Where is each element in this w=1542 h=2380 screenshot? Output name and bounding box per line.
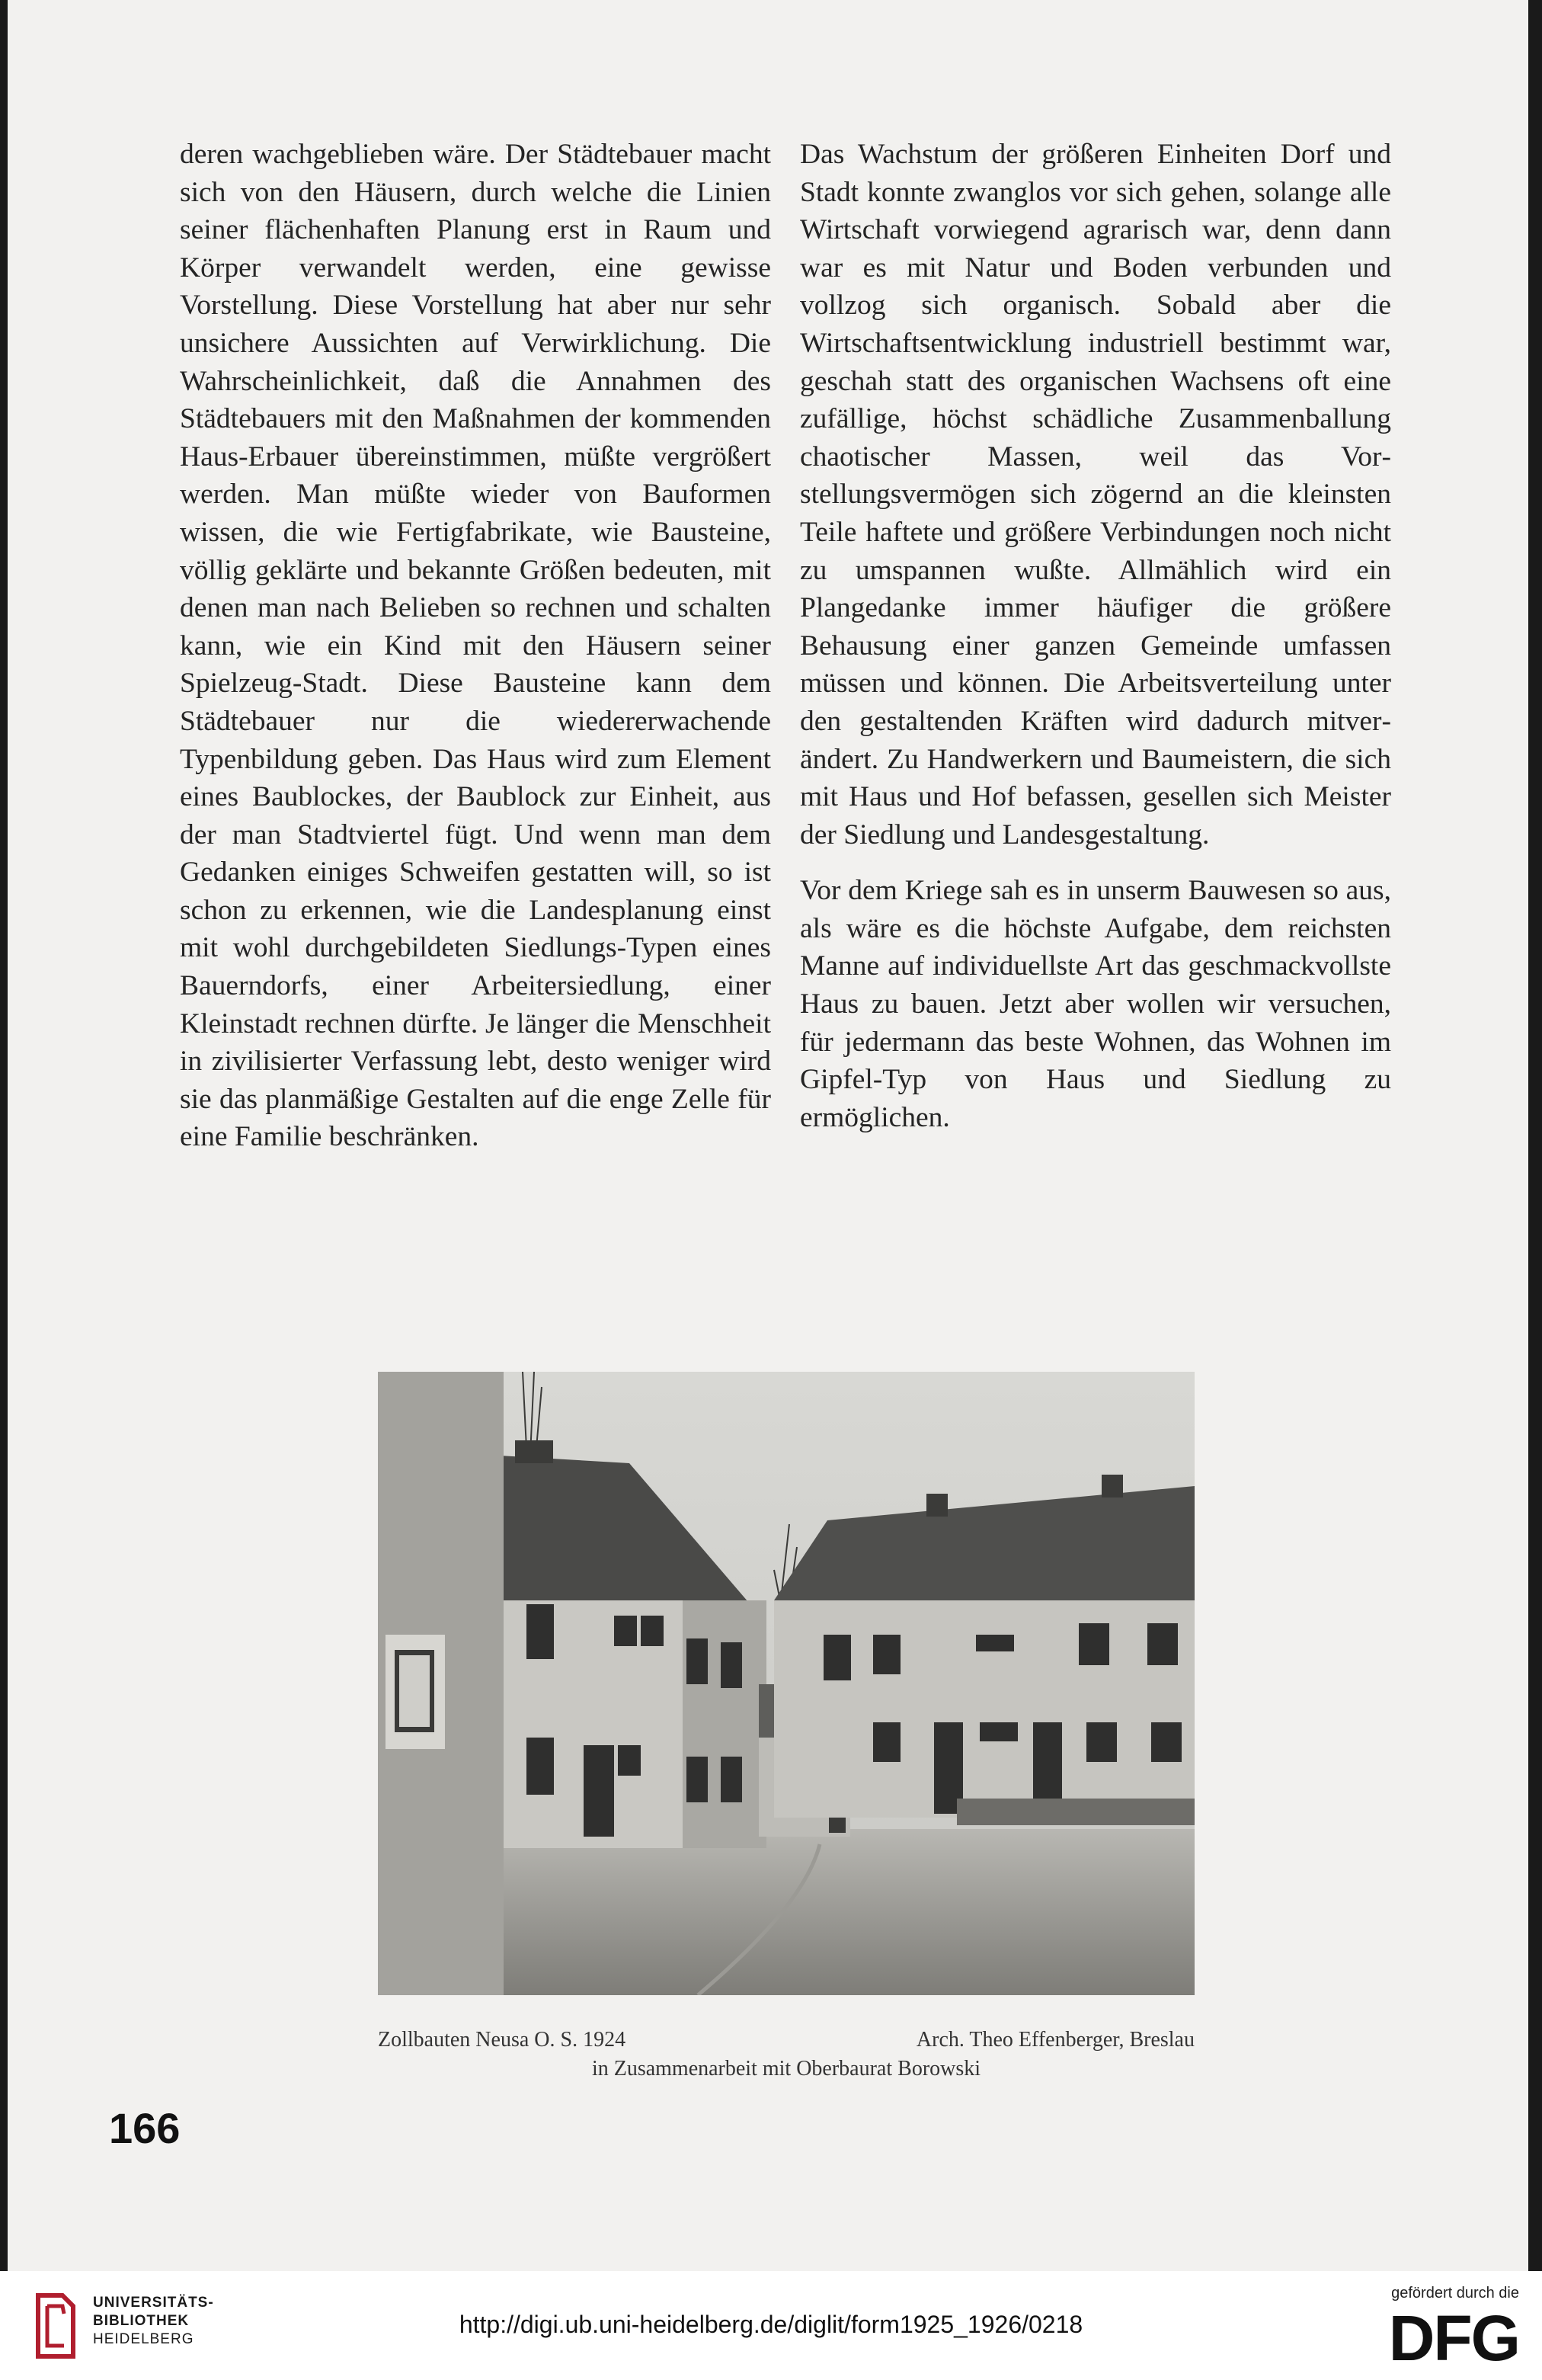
right-text-column [800, 136, 1391, 1136]
page-number: 166 [109, 2104, 181, 2152]
caption-title: Zollbauten Neusa O. S. 1924 [378, 2028, 626, 2052]
library-name-line-2: BIBLIOTHEK [93, 2313, 190, 2329]
dfg-logo: DFG [1388, 2302, 1519, 2374]
right-column-paragraph-1: Das Wachstum der größeren Einheiten Dorf und Stadt konnte zwanglos vor sich gehen, solange alle Wirtschaft vorwiegend agrarisch war, denn dann war es mit Natur und Boden verbunden und vollzog sich organisch. Sobald aber die Wirtschaftsentwicklung industriell bestimmt war, geschah statt des organischen Wachsens oft eine zufällige, höchst schädliche Zusammenballung chaotischer Massen, weil das Vorstellungsvermögen sich zögernd an die kleinsten Teile haftete und größere Verbindungen noch nicht zu umspannen wußte. Allmählich wird ein Plangedanke immer häufiger die größere Behausung einer ganzen Gemeinde umfassen müssen und können. Die Arbeitsverteilung unter den gestaltenden Kräften wird dadurch mitverändert. Zu Handwerkern und Baumeistern, die sich mit Haus und Hof befassen, gesellen sich Meister der Siedlung und Landesgestaltung. [800, 139, 1391, 850]
building-photograph [378, 1372, 1195, 1995]
funded-by-label: gefördert durch die [1391, 2285, 1519, 2302]
left-column-paragraph: deren wachgeblieben wäre. Der Städtebauer macht sich von den Häusern, durch welche die Linien seiner flächenhaften Planung erst in Raum und Körper verwandelt werden, eine gewisse Vorstellung. Diese Vorstellung hat aber nur sehr unsichere Aussichten auf Verwirklichung. Die Wahrscheinlichkeit, daß die Annahmen des Städtebauers mit den Maßnahmen der kommenden Haus-Erbauer übereinstimmen, müßte vergrößert werden. Man müßte wieder von Bauformen wissen, die wie Fertigfabrikate, wie Bausteine, völlig geklärte und bekannte Größen bedeuten, mit denen man nach Belieben so rechnen und schalten kann, wie ein Kind mit den Häusern seiner Spielzeug-Stadt. Diese Bausteine kann dem Städtebauer nur die wiedererwachende Typenbildung geben. Das Haus wird zum Element eines Baublockes, der Baublock zur Einheit, aus der man Stadtviertel fügt. Und wenn man dem Gedanken einiges Schweifen gestatten will, so ist schon zu erkennen, wie die Landesplanung einst mit wohl durchgebildeten Siedlungs-Typen eines Bauerndorfs, einer Arbeitersiedlung, einer Kleinstadt rechnen dürfte. Je länger die Menschheit in zivilisierter Verfassung lebt, desto weniger wird sie das planmäßige Gestalten auf die enge Zelle für eine Familie beschränken. [180, 139, 771, 1153]
library-name-line-1: UNIVERSITÄTS- [93, 2295, 214, 2311]
caption-collaboration: in Zusammenarbeit mit Oberbaurat Borowski [591, 2057, 981, 2080]
left-text-column [180, 136, 771, 1156]
right-column-paragraph-2: Vor dem Kriege sah es in unserm Bauwesen so aus, als wäre es die höchste Aufgabe, dem reichsten Manne auf individuellste Art das geschmackvollste Haus zu bauen. Jetzt aber wollen wir versuchen, für jedermann das beste Wohnen, das Wohnen im Gipfel-Typ von Haus und Siedlung zu ermöglichen. [800, 875, 1391, 1133]
library-name-line-3: HEIDELBERG [93, 2331, 194, 2347]
document-page [8, 0, 1528, 2271]
permalink-url[interactable]: http://digi.ub.uni-heidelberg.de/diglit/form1925_1926/0218 [459, 2311, 1083, 2338]
courtyard-houses-image [378, 1372, 1195, 1995]
caption-architect: Arch. Theo Effenberger, Breslau [916, 2028, 1195, 2052]
footer-bar [0, 2271, 1542, 2380]
